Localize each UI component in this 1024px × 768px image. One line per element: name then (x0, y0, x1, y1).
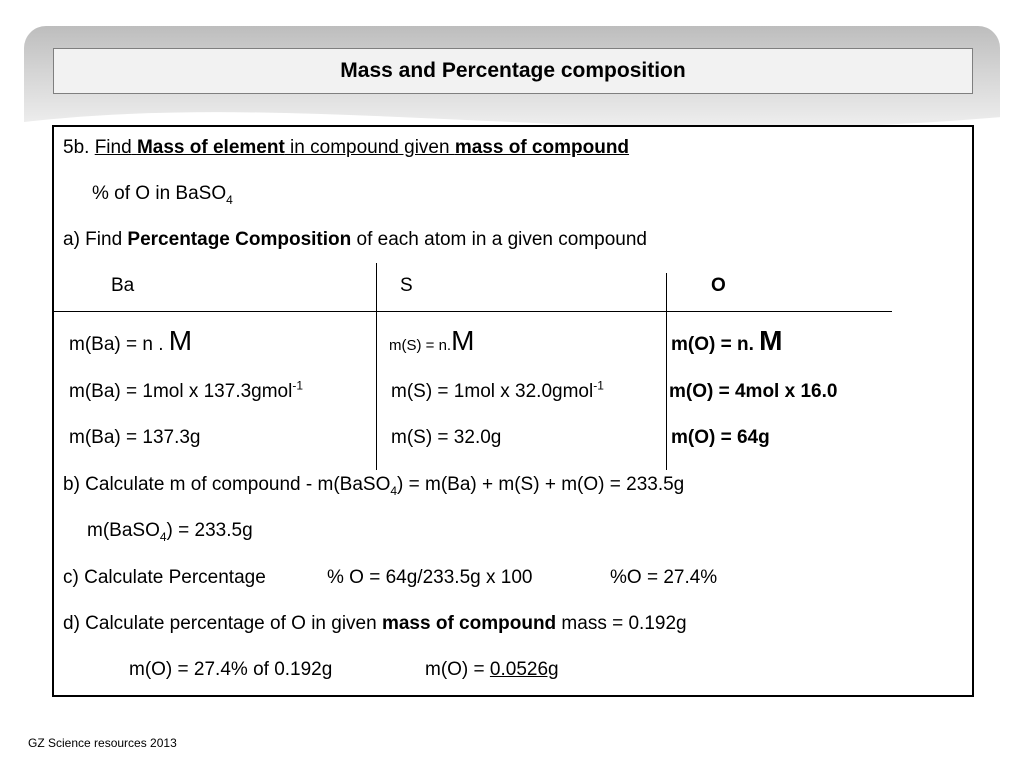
o-row-3: m(O) = 64g (671, 427, 770, 448)
ba-row-3: m(Ba) = 137.3g (69, 427, 201, 448)
step-a-line (63, 229, 647, 251)
footer-credit: GZ Science resources 2013 (28, 736, 177, 750)
ba-row-1: m(Ba) = n . M (69, 325, 193, 356)
s-row-1: m(S) = n.M (389, 325, 475, 356)
slide-title-box (53, 48, 973, 94)
heading-mid: in compound given (284, 137, 455, 158)
step-a-prefix: a) Find (63, 229, 128, 250)
heading-bold-2: mass of compound (454, 137, 630, 158)
s-row-2: m(S) = 1mol x 32.0gmol$^{-1}$ (391, 378, 604, 402)
step-c-result: %O = 27.4% (610, 567, 718, 588)
ba-row-1-molar: M (168, 325, 193, 356)
subheading-sub: 4 (226, 192, 233, 207)
column-header-ba: Ba (111, 275, 135, 296)
ba-row-2: m(Ba) = 1mol x 137.3gmol$^{-1}$ (69, 378, 304, 402)
heading-bold-1: Mass of element (136, 137, 285, 158)
step-d2-answer: m(O) = 0.0526g (425, 659, 559, 680)
step-c-label: c) Calculate Percentage (63, 567, 266, 588)
s-row-1-molar: M (451, 325, 475, 356)
o-row-1: m(O) = n. M (671, 325, 783, 356)
subheading-line (92, 183, 233, 205)
column-header-o: O (711, 275, 726, 296)
content-box (52, 125, 974, 697)
step-d2-calc: m(O) = 27.4% of 0.192g (129, 659, 333, 680)
subheading-text: % of O in BaSO (92, 183, 227, 204)
step-b2-line: m(BaSO$_4$) = 233.5g (87, 520, 253, 544)
final-answer: 0.0526g (489, 659, 559, 680)
step-c-formula: % O = 64g/233.5g x 100 (327, 567, 533, 588)
heading-line (63, 137, 629, 159)
column-divider-1 (376, 263, 377, 470)
step-a-bold: Percentage Composition (127, 229, 352, 250)
column-header-s: S (400, 275, 413, 296)
heading-prefix: 5b. (63, 137, 95, 158)
slide-title: Mass and Percentage composition (340, 59, 686, 82)
o-row-2: m(O) = 4mol x 16.0 (669, 381, 838, 402)
heading-find: Find (94, 137, 132, 158)
o-row-1-molar: M (759, 325, 783, 356)
header-divider (54, 311, 892, 312)
step-b-line: b) Calculate m of compound - m(BaSO$_4$) = m(Ba) + m(S) + m(O) = 233.5g (63, 474, 685, 498)
step-a-suffix: of each atom in a given compound (351, 229, 647, 250)
s-row-3: m(S) = 32.0g (391, 427, 502, 448)
step-d-line: d) Calculate percentage of O in given mass of compound mass = 0.192g (63, 613, 687, 634)
column-divider-2 (666, 273, 667, 470)
